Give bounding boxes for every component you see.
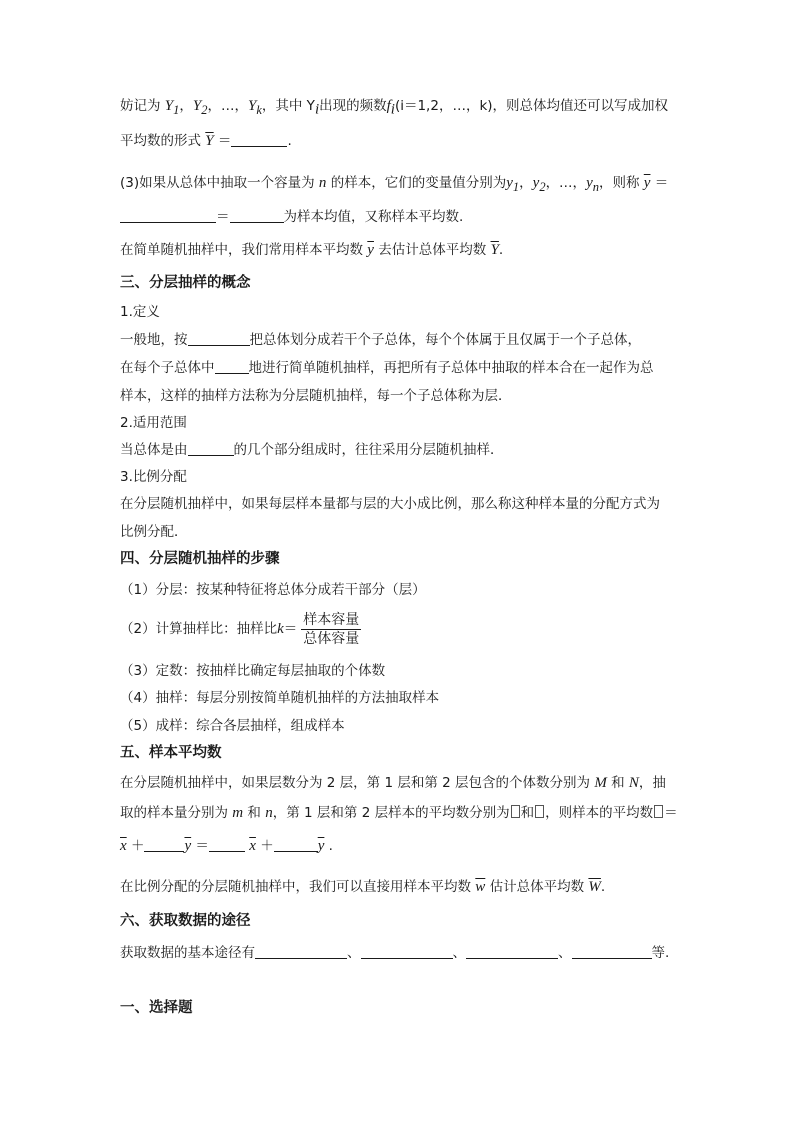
step-item: （3）定数：按抽样比确定每层抽取的个体数 xyxy=(120,663,386,679)
answer-blank[interactable] xyxy=(231,132,287,147)
answer-blank[interactable] xyxy=(215,359,249,374)
paragraph-line: 获取数据的基本途径有 、 、 、 等. xyxy=(120,945,670,961)
section-heading: 五、样本平均数 xyxy=(120,745,222,761)
paragraph-line: 取的样本量分别为 m 和 n，第 1 层和第 2 层样本的平均数分别为 和 ，则样本的平均数 ＝ xyxy=(120,805,678,821)
paragraph-line: 在比例分配的分层随机抽样中，我们可以直接用样本平均数 $\overline{w}$ 估计总体平均数 $\overline{W}$. xyxy=(120,879,606,895)
missing-glyph-icon xyxy=(654,805,663,818)
answer-blank[interactable] xyxy=(230,208,284,223)
paragraph-line: 一般地，按 把总体划分成若干个子总体，每个个体属于且仅属于一个子总体， xyxy=(120,332,641,348)
step-item: （2）计算抽样比：抽样比k＝ $\frac{\text{样本容量}}{\text{总体容量}}$ xyxy=(120,611,360,647)
step-item: （1）分层：按某种特征将总体分成若干部分（层） xyxy=(120,582,426,598)
answer-blank[interactable] xyxy=(361,944,453,959)
var-yn: $y_n$ xyxy=(586,175,599,194)
sample-mean-line-2: ＝ 为样本均值，又称样本平均数. xyxy=(120,207,463,227)
var-y2: $y_2$ xyxy=(532,175,546,194)
answer-blank[interactable] xyxy=(255,944,347,959)
answer-blank[interactable] xyxy=(209,837,245,852)
missing-glyph-icon xyxy=(535,805,544,818)
var-y1: $y_1$ xyxy=(506,175,520,194)
answer-blank[interactable] xyxy=(188,331,250,346)
paragraph-line: 在分层随机抽样中，如果层数分为 2 层，第 1 层和第 2 层包含的个体数分别为 M 和 N，抽 xyxy=(120,775,666,791)
weighted-mean-line-2: 平均数的形式 $\overline{Y}$ ＝ . xyxy=(120,133,292,149)
subheading: 1.定义 xyxy=(120,304,160,320)
answer-blank[interactable] xyxy=(466,944,558,959)
estimate-line: 在简单随机抽样中，我们常用样本平均数 $\overline{y}$ 去估计总体平均数 $\overline{Y}$. xyxy=(120,242,504,258)
section-heading: 四、分层随机抽样的步骤 xyxy=(120,551,280,567)
subheading: 2.适用范围 xyxy=(120,415,187,431)
answer-blank[interactable] xyxy=(274,837,318,852)
exercise-heading: 一、选择题 xyxy=(120,1000,193,1016)
weighted-mean-line-1: 妨记为 $Y_1$，$Y_2$，…，$Y_k$，其中 $Y_i$出现的频数$f_i(i=1,2$，…，k)，则总体均值还可以写成加权 xyxy=(120,98,669,118)
section-heading: 三、分层抽样的概念 xyxy=(120,275,251,291)
answer-blank[interactable] xyxy=(144,837,184,852)
subheading: 3.比例分配 xyxy=(120,469,187,485)
step-item: （5）成样：综合各层抽样，组成样本 xyxy=(120,718,345,734)
missing-glyph-icon xyxy=(511,805,520,818)
answer-blank[interactable] xyxy=(188,441,234,456)
formula-line: $\overline{x} + \overline{y} = \overline{x} + \overline{y}$ . xyxy=(120,838,333,854)
step-item: （4）抽样：每层分别按简单随机抽样的方法抽取样本 xyxy=(120,690,440,706)
paragraph-line: 比例分配． xyxy=(120,524,188,540)
sample-mean-line-1: (3)如果从总体中抽取一个容量为 n 的样本，它们的变量值分别为$y_1$，$y_2$，…，$y_n$，则称 $\overline{y}$ ＝ xyxy=(120,175,669,194)
section-heading: 六、获取数据的途径 xyxy=(120,913,251,929)
paragraph-line: 样本，这样的抽样方法称为分层随机抽样，每一个子总体称为层． xyxy=(120,388,512,404)
answer-blank[interactable] xyxy=(572,944,652,959)
paragraph-line: 在每个子总体中 地进行简单随机抽样，再把所有子总体中抽取的样本合在一起作为总 xyxy=(120,360,654,376)
paragraph-line: 在分层随机抽样中，如果每层样本量都与层的大小成比例，那么称这种样本量的分配方式为 xyxy=(120,496,660,512)
sampling-ratio-fraction: $\frac{\text{样本容量}}{\text{总体容量}}$ xyxy=(303,611,360,647)
answer-blank[interactable] xyxy=(120,208,216,223)
var-Yk: $Y_k$ xyxy=(247,98,262,117)
var-Y2: $Y_2$ xyxy=(192,98,208,117)
var-Y1: $Y_1$ xyxy=(164,98,180,117)
paragraph-line: 当总体是由 的几个部分组成时，往往采用分层随机抽样． xyxy=(120,442,504,458)
